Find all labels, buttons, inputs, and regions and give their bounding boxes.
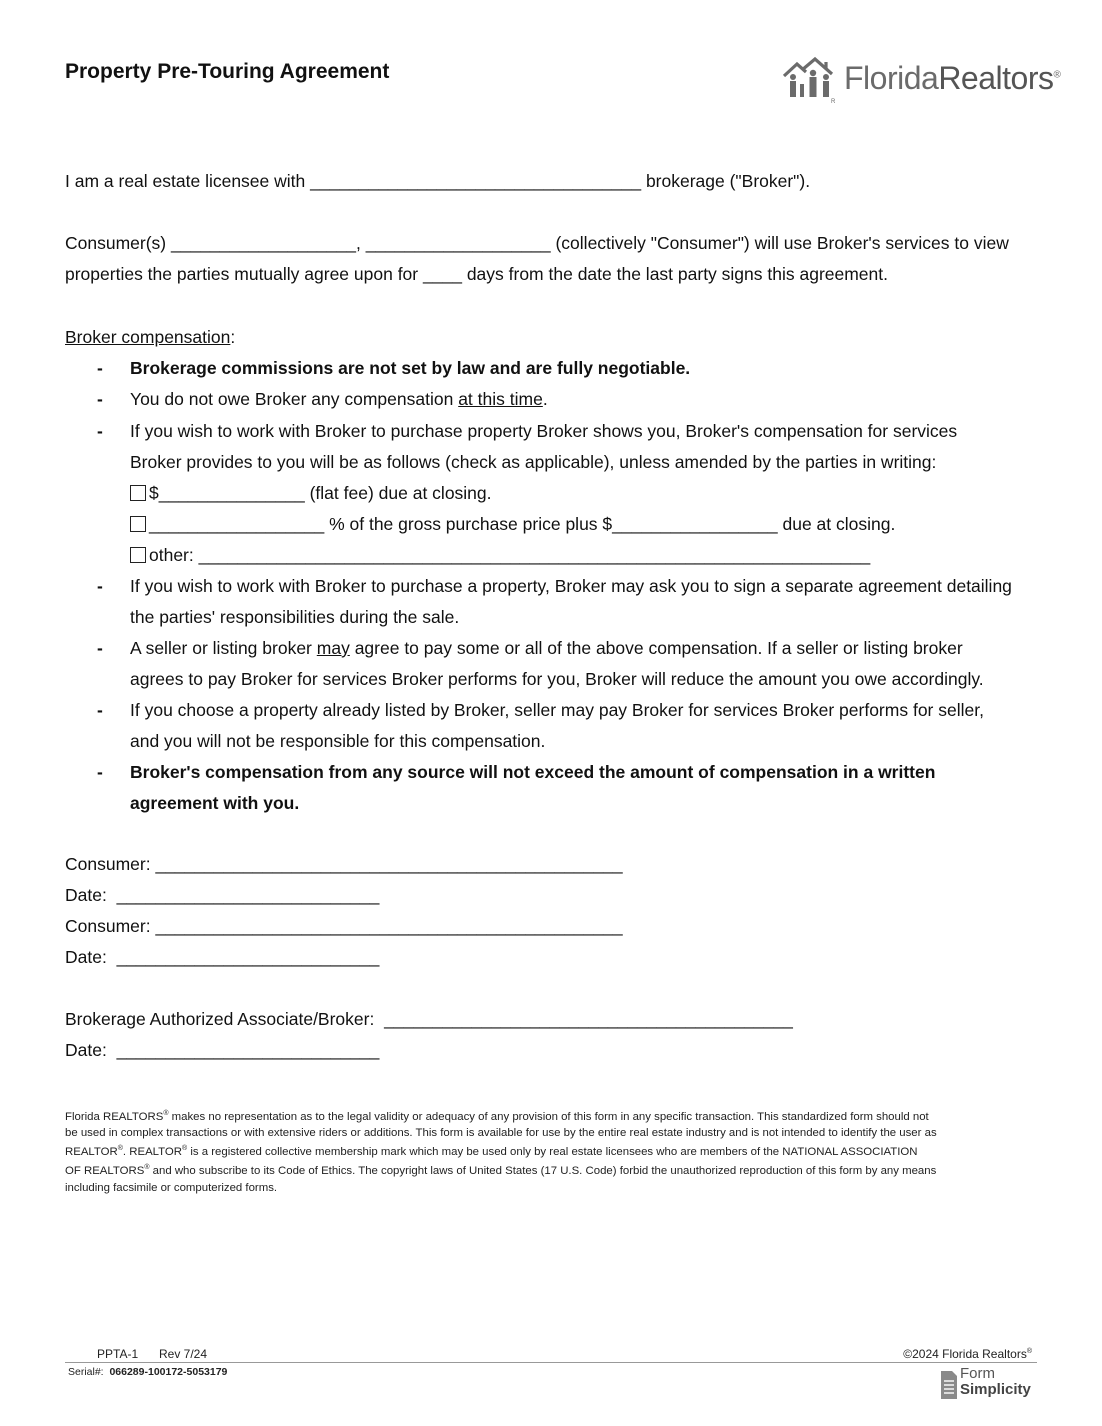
bullet-dash: - (97, 389, 103, 409)
percentage-field[interactable]: __________________ (149, 514, 325, 534)
consumer-line-1: Consumer(s) ___________________, ___________________ (collectively "Consumer") will use Broker's services to view (65, 233, 1009, 253)
bullet-seller-pay-line-2: agrees to pay Broker for services Broker performs for you, Broker will reduce the amount you owe accordingly. (130, 669, 984, 689)
consumer-signature-field[interactable]: ________________________________________________ (155, 916, 623, 936)
legal-disclaimer: Florida REALTORS® makes no representation as to the legal validity or adequacy of any provision of this form in any specific transaction. This standardized form should not be used in complex transactions or with extensive riders or additions. This form is available for use by the entire real estate industry and is not intended to identify the user as REALTOR®. REALTOR® is a registered collective membership mark which may be used only by real estate licensees who are members of the NATIONAL ASSOCIATION OF REALTORS® and who subscribe to its Code of Ethics. The copyright laws of United States (17 U.S. Code) forbid the unauthorized reproduction of this form by any means including facsimile or computerized forms. (65, 1110, 937, 1194)
brokerage-field[interactable]: __________________________________ (310, 171, 642, 191)
consumer-signature-2: Consumer: ________________________________________________ (65, 916, 623, 936)
option-flat-fee: $_______________ (flat fee) due at closing. (130, 482, 492, 504)
bullet-dash: - (97, 762, 103, 782)
document-icon (940, 1370, 958, 1400)
date-field[interactable]: ___________________________ (116, 885, 380, 905)
consumer2-name-field[interactable]: ___________________ (365, 233, 551, 253)
consumer-signature-1: Consumer: ________________________________________________ (65, 854, 623, 874)
bullet-separate-agreement-line-1: If you wish to work with Broker to purchase a property, Broker may ask you to sign a separate agreement detailing (130, 576, 1012, 596)
consumer-date-1: Date: ___________________________ (65, 885, 380, 905)
logo-wordmark: FloridaRealtors® (844, 60, 1061, 96)
footer-divider (65, 1362, 1037, 1363)
option-other: other: _____________________________________________________________________ (130, 544, 870, 566)
bullet-max-compensation-line-2: agreement with you. (130, 793, 300, 813)
licensee-line: I am a real estate licensee with __________________________________ brokerage ("Broker"). (65, 171, 811, 191)
option-percentage: __________________ % of the gross purchase price plus $_________________ due at closing. (130, 513, 895, 535)
consumer1-name-field[interactable]: ___________________ (171, 233, 356, 253)
copyright: ©2024 Florida Realtors® (903, 1347, 1032, 1361)
plus-amount-field[interactable]: _________________ (612, 514, 778, 534)
compensation-heading: Broker compensation: (65, 327, 236, 347)
days-field[interactable]: ____ (423, 264, 462, 284)
broker-date: Date: ___________________________ (65, 1040, 380, 1060)
bullet-dash: - (97, 576, 103, 596)
bullet-negotiable: Brokerage commissions are not set by law and are fully negotiable. (130, 358, 691, 378)
flat-fee-checkbox[interactable] (130, 485, 146, 501)
bullet-dash: - (97, 358, 103, 378)
form-simplicity-logo: Form Simplicity (940, 1368, 1040, 1402)
broker-signature: Brokerage Authorized Associate/Broker: __________________________________________ (65, 1009, 793, 1029)
florida-realtors-logo (782, 56, 1061, 104)
bullet-listed-property-line-2: and you will not be responsible for this compensation. (130, 731, 546, 751)
houses-people-icon (782, 56, 840, 104)
consumer-signature-field[interactable]: ________________________________________________ (155, 854, 623, 874)
date-field[interactable]: ___________________________ (116, 947, 380, 967)
bullet-max-compensation-line-1: Broker's compensation from any source will not exceed the amount of compensation in a written (130, 762, 936, 782)
serial-number: Serial#: 066289-100172-5053179 (68, 1366, 228, 1378)
bullet-dash: - (97, 421, 103, 441)
broker-signature-field[interactable]: __________________________________________ (384, 1009, 793, 1029)
bullet-separate-agreement-line-2: the parties' responsibilities during the sale. (130, 607, 460, 627)
other-checkbox[interactable] (130, 547, 146, 563)
bullet-compensation-line-1: If you wish to work with Broker to purchase property Broker shows you, Broker's compensation for services (130, 421, 958, 441)
bullet-listed-property-line-1: If you choose a property already listed by Broker, seller may pay Broker for services Broker performs for seller, (130, 700, 984, 720)
flat-fee-field[interactable]: _______________ (158, 483, 305, 503)
consumer-date-2: Date: ___________________________ (65, 947, 380, 967)
form-id: PPTA-1 (97, 1347, 139, 1361)
bullet-seller-pay-line-1: A seller or listing broker may agree to pay some or all of the above compensation. If a seller or listing broker (130, 638, 963, 658)
bullet-dash: - (97, 700, 103, 720)
bullet-dash: - (97, 638, 103, 658)
form-revision: Rev 7/24 (159, 1347, 208, 1361)
page-title: Property Pre-Touring Agreement (65, 60, 390, 83)
bullet-compensation-line-2: Broker provides to you will be as follows (check as applicable), unless amended by the parties in writing: (130, 452, 937, 472)
percentage-checkbox[interactable] (130, 516, 146, 532)
date-field[interactable]: ___________________________ (116, 1040, 380, 1060)
svg-text:R: R (831, 99, 836, 104)
other-field[interactable]: _____________________________________________________________________ (198, 545, 871, 565)
consumer-line-2: properties the parties mutually agree upon for ____ days from the date the last party signs this agreement. (65, 264, 889, 284)
bullet-no-owe: You do not owe Broker any compensation at this time. (130, 389, 548, 409)
